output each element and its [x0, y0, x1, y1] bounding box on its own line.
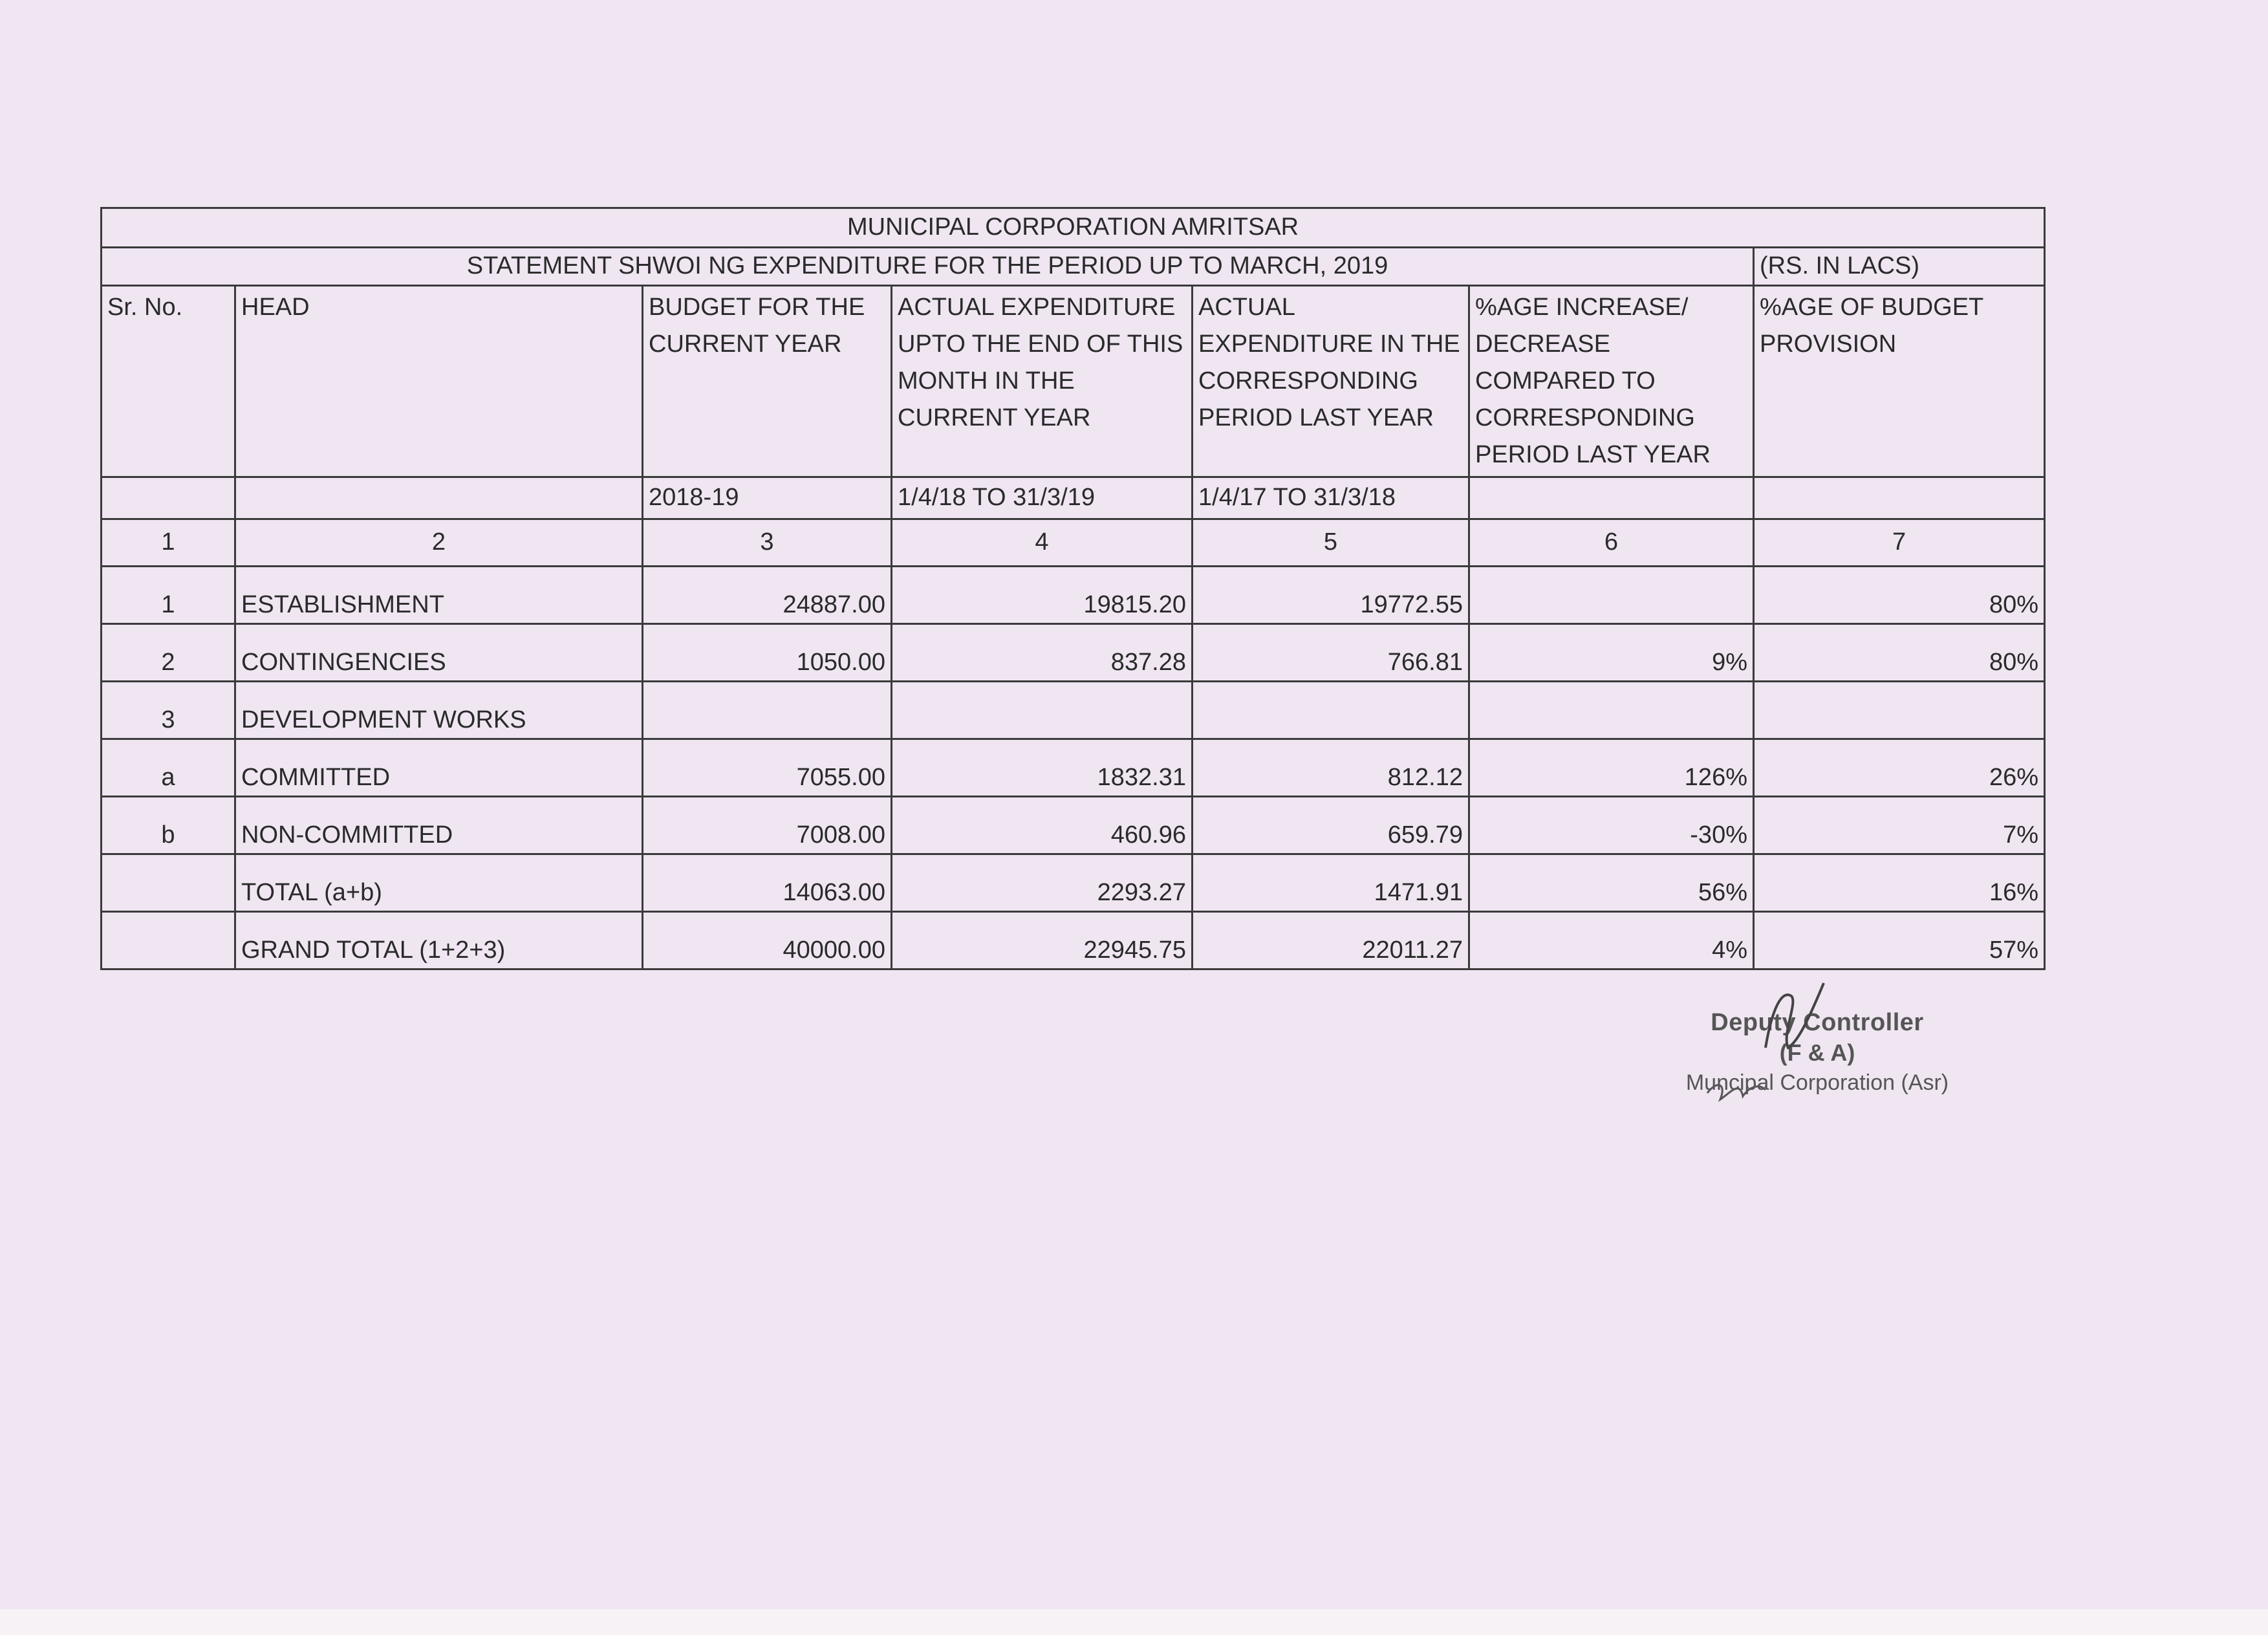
- header-sr-no: Sr. No.: [102, 286, 235, 477]
- table-row: [102, 854, 2045, 912]
- row-actual-current: 460.96: [892, 797, 1193, 854]
- table-row: [102, 912, 2045, 969]
- table-row: [102, 797, 2045, 854]
- period-cell-empty: [102, 477, 235, 519]
- row-pct-budget: 80%: [1754, 567, 2045, 624]
- row-pct-budget: 7%: [1754, 797, 2045, 854]
- period-cell-empty: [235, 477, 643, 519]
- row-pct-change: 9%: [1469, 624, 1754, 682]
- row-actual-current: 2293.27: [892, 854, 1193, 912]
- table-row: [102, 567, 2045, 624]
- period-budget: 2018-19: [643, 477, 892, 519]
- header-budget: BUDGET FOR THE CURRENT YEAR: [643, 286, 892, 477]
- row-pct-change: [1469, 567, 1754, 624]
- column-number: 7: [1754, 519, 2045, 567]
- row-actual-last: 812.12: [1193, 739, 1469, 797]
- row-head: NON-COMMITTED: [235, 797, 643, 854]
- column-number: 6: [1469, 519, 1754, 567]
- row-sr: b: [102, 797, 235, 854]
- header-actual-last: ACTUAL EXPENDITURE IN THE CORRESPONDING PERIOD LAST YEAR: [1193, 286, 1469, 477]
- row-actual-last: 659.79: [1193, 797, 1469, 854]
- organization-title: MUNICIPAL CORPORATION AMRITSAR: [102, 208, 2045, 248]
- row-budget: 7008.00: [643, 797, 892, 854]
- row-budget: 1050.00: [643, 624, 892, 682]
- header-head: HEAD: [235, 286, 643, 477]
- row-pct-change: 56%: [1469, 854, 1754, 912]
- expenditure-statement-table: [100, 207, 2046, 970]
- row-pct-change: 126%: [1469, 739, 1754, 797]
- row-sr: [102, 854, 235, 912]
- row-actual-last: 1471.91: [1193, 854, 1469, 912]
- row-actual-last: 19772.55: [1193, 567, 1469, 624]
- row-pct-change: [1469, 682, 1754, 739]
- units-label: (RS. IN LACS): [1754, 248, 2045, 286]
- signature-designation: Deputy Controller: [1711, 1009, 1924, 1036]
- row-sr: 2: [102, 624, 235, 682]
- period-cell-empty: [1754, 477, 2045, 519]
- row-actual-current: [892, 682, 1193, 739]
- table-row: [102, 624, 2045, 682]
- period-actual-last: 1/4/17 TO 31/3/18: [1193, 477, 1469, 519]
- column-number: 5: [1193, 519, 1469, 567]
- row-pct-budget: 80%: [1754, 624, 2045, 682]
- row-sr: 3: [102, 682, 235, 739]
- period-actual-current: 1/4/18 TO 31/3/19: [892, 477, 1193, 519]
- row-actual-current: 19815.20: [892, 567, 1193, 624]
- row-pct-change: 4%: [1469, 912, 1754, 969]
- column-number: 2: [235, 519, 643, 567]
- header-actual-current: ACTUAL EXPENDITURE UPTO THE END OF THIS MONTH IN THE CURRENT YEAR: [892, 286, 1193, 477]
- signature-organization: Muncipal Corporation (Asr): [1685, 1070, 1949, 1095]
- table-row: [102, 682, 2045, 739]
- signature-stamp: [1669, 1009, 1966, 1096]
- row-pct-change: -30%: [1469, 797, 1754, 854]
- row-actual-last: [1193, 682, 1469, 739]
- statement-title: STATEMENT SHWOI NG EXPENDITURE FOR THE PERIOD UP TO MARCH, 2019: [102, 248, 1754, 286]
- row-actual-current: 22945.75: [892, 912, 1193, 969]
- row-budget: 40000.00: [643, 912, 892, 969]
- handwritten-signature-icon: [1669, 970, 1966, 1119]
- row-budget: 7055.00: [643, 739, 892, 797]
- row-sr: [102, 912, 235, 969]
- row-head: COMMITTED: [235, 739, 643, 797]
- column-number: 1: [102, 519, 235, 567]
- row-actual-last: 766.81: [1193, 624, 1469, 682]
- row-budget: 14063.00: [643, 854, 892, 912]
- row-pct-budget: 57%: [1754, 912, 2045, 969]
- row-sr: a: [102, 739, 235, 797]
- row-head: ESTABLISHMENT: [235, 567, 643, 624]
- row-actual-current: 1832.31: [892, 739, 1193, 797]
- scan-edge: [0, 1609, 2268, 1635]
- row-head: DEVELOPMENT WORKS: [235, 682, 643, 739]
- row-budget: [643, 682, 892, 739]
- period-cell-empty: [1469, 477, 1754, 519]
- table-row: [102, 739, 2045, 797]
- row-head: TOTAL (a+b): [235, 854, 643, 912]
- row-sr: 1: [102, 567, 235, 624]
- row-head: GRAND TOTAL (1+2+3): [235, 912, 643, 969]
- header-pct-change: %AGE INCREASE/ DECREASE COMPARED TO CORRESPONDING PERIOD LAST YEAR: [1469, 286, 1754, 477]
- row-budget: 24887.00: [643, 567, 892, 624]
- column-number: 3: [643, 519, 892, 567]
- row-actual-current: 837.28: [892, 624, 1193, 682]
- column-number: 4: [892, 519, 1193, 567]
- row-pct-budget: 16%: [1754, 854, 2045, 912]
- signature-department: (F & A): [1779, 1039, 1855, 1066]
- row-actual-last: 22011.27: [1193, 912, 1469, 969]
- row-pct-budget: [1754, 682, 2045, 739]
- header-pct-budget: %AGE OF BUDGET PROVISION: [1754, 286, 2045, 477]
- row-pct-budget: 26%: [1754, 739, 2045, 797]
- row-head: CONTINGENCIES: [235, 624, 643, 682]
